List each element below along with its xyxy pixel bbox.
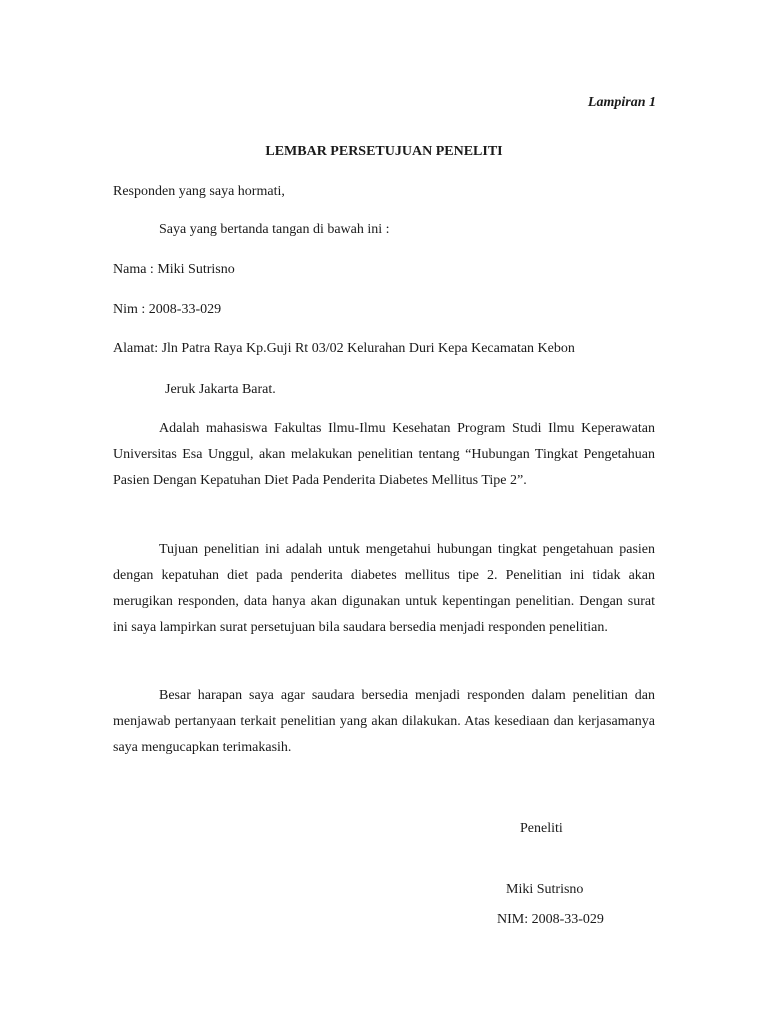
attachment-label: Lampiran 1: [587, 95, 656, 110]
paragraph-research-goal: Tujuan penelitian ini adalah untuk mengetahui hubungan tingkat pengetahuan pasien dengan kepatuhan diet pada penderita diabetes mellitus tipe 2. Penelitian ini tidak akan merugikan responden, data hanya akan digunakan untuk kepentingan penelitian. Dengan surat ini saya lampirkan surat persetujuan bila saudara bersedia menjadi responden penelitian.: [113, 542, 655, 635]
identity-address-line2: Jeruk Jakarta Barat.: [165, 382, 276, 397]
signature-name: Miki Sutrisno: [506, 882, 584, 897]
identity-nim: Nim : 2008-33-029: [113, 302, 222, 317]
identity-address-line1: Alamat: Jln Patra Raya Kp.Guji Rt 03/02 Kelurahan Duri Kepa Kecamatan Kebon: [113, 341, 575, 356]
greeting: Responden yang saya hormati,: [113, 184, 285, 199]
paragraph-purpose-intro: Adalah mahasiswa Fakultas Ilmu-Ilmu Kesehatan Program Studi Ilmu Keperawatan Universitas Esa Unggul, akan melakukan penelitian tentang “Hubungan Tingkat Pengetahuan Pasien Dengan Kepatuhan Diet Pada Penderita Diabetes Mellitus Tipe 2”.: [113, 421, 655, 488]
signature-nim: NIM: 2008-33-029: [497, 912, 604, 927]
signature-role: Peneliti: [520, 821, 563, 836]
paragraph-closing: Besar harapan saya agar saudara bersedia menjadi responden dalam penelitian dan menjawab pertanyaan terkait penelitian yang akan dilakukan. Atas kesediaan dan kerjasamanya saya mengucapkan terimakasih.: [113, 688, 655, 755]
document-title: LEMBAR PERSETUJUAN PENELITI: [265, 144, 503, 159]
identity-name: Nama : Miki Sutrisno: [113, 262, 235, 277]
intro-text: Saya yang bertanda tangan di bawah ini :: [159, 222, 390, 237]
